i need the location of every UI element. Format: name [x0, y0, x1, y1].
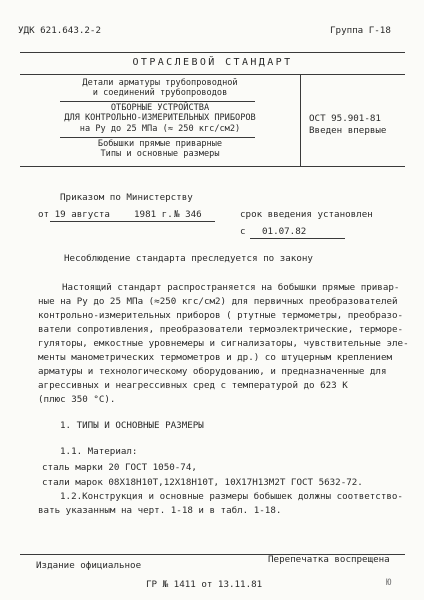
deadline-underline: [250, 238, 345, 239]
body-line-1: Настоящий стандарт распространяется на бобышки прямые привар-: [62, 282, 400, 293]
group-code: Группа Г-18: [330, 25, 391, 36]
material-2: стали марок 08Х18Н10Т,12Х18Н10Т, 10Х17Н13М2Т ГОСТ 5632-72.: [42, 477, 363, 488]
title-line-7: Типы и основные размеры: [100, 149, 220, 159]
order-underline: [50, 221, 215, 222]
law-warning: Несоблюдение стандарта преследуется по закону: [64, 253, 313, 264]
item-1-2-line-1: 1.2.Конструкция и основные размеры бобышек должны соответство-: [60, 491, 403, 502]
udk-code: УДК 621.643.2-2: [18, 25, 101, 36]
body-line-3: контрольно-измерительных приборов ( ртутные термометры, преобразо-: [38, 310, 404, 321]
title-divider-2: [60, 137, 255, 138]
title-line-6: Бобышки прямые приварные: [97, 139, 223, 149]
title-line-2: и соединений трубопроводов: [92, 88, 228, 98]
deadline-date: 01.07.82: [262, 226, 307, 237]
order-line-1: Приказом по Министерству: [60, 192, 193, 203]
corner-mark: Ю: [386, 578, 392, 588]
body-line-5: гуляторы, емкостные уровнемеры и сигнализаторы, чувствительные эле-: [38, 338, 409, 349]
deadline-prefix: с: [240, 226, 246, 237]
body-line-6: менты манометрических термометров и др.) со штуцерным креплением: [38, 352, 393, 363]
title-line-4: ДЛЯ КОНТРОЛЬНО-ИЗМЕРИТЕЛЬНЫХ ПРИБОРОВ: [64, 113, 256, 123]
ost-number: ОСТ 95.901-81: [309, 113, 381, 124]
header-rule-top: [20, 52, 405, 53]
body-line-7: арматуры и технологическому оборудованию, и предназначенные для: [38, 366, 387, 377]
registration-number: ГР № 1411 от 13.11.81: [146, 579, 263, 590]
body-line-9: (плюс 350 °С).: [38, 394, 116, 405]
order-number: № 346: [174, 209, 202, 220]
title-line-1: Детали арматуры трубопроводной: [82, 78, 238, 88]
reprint-prohibited: Перепечатка воспрещена: [268, 554, 390, 565]
official-edition: Издание официальное: [36, 560, 142, 571]
order-year: 1981 г.: [134, 209, 173, 220]
body-line-4: ватели сопротивления, преобразователи термоэлектрические, терморе-: [38, 324, 404, 335]
header-rule-bottom: [20, 74, 405, 75]
body-line-2: ные на Ру до 25 МПа (≈250 кгс/см2) для первичных преобразователей: [38, 296, 398, 307]
title-line-3: ОТБОРНЫЕ УСТРОЙСТВА: [110, 103, 210, 113]
deadline-label: срок введения установлен: [240, 209, 373, 220]
standard-type: ОТРАСЛЕВОЙ СТАНДАРТ: [132, 57, 293, 68]
order-date: от 19 августа: [38, 209, 110, 220]
title-vertical-divider: [300, 74, 301, 166]
title-divider: [60, 101, 255, 102]
item-1-1: 1.1. Материал:: [60, 446, 138, 457]
section-heading: 1. ТИПЫ И ОСНОВНЫЕ РАЗМЕРЫ: [60, 420, 204, 431]
title-line-5: на Ру до 25 МПа (≈ 250 кгс/см2): [79, 124, 241, 134]
title-block-bottom-rule: [20, 166, 405, 167]
item-1-2-line-2: вать указанным на черт. 1-18 и в табл. 1-18.: [38, 505, 282, 516]
body-line-8: агрессивных и неагрессивных сред с температурой до 623 К: [38, 380, 348, 391]
introduced-note: Введен впервые: [309, 125, 387, 136]
material-1: сталь марки 20 ГОСТ 1050-74,: [42, 462, 197, 473]
